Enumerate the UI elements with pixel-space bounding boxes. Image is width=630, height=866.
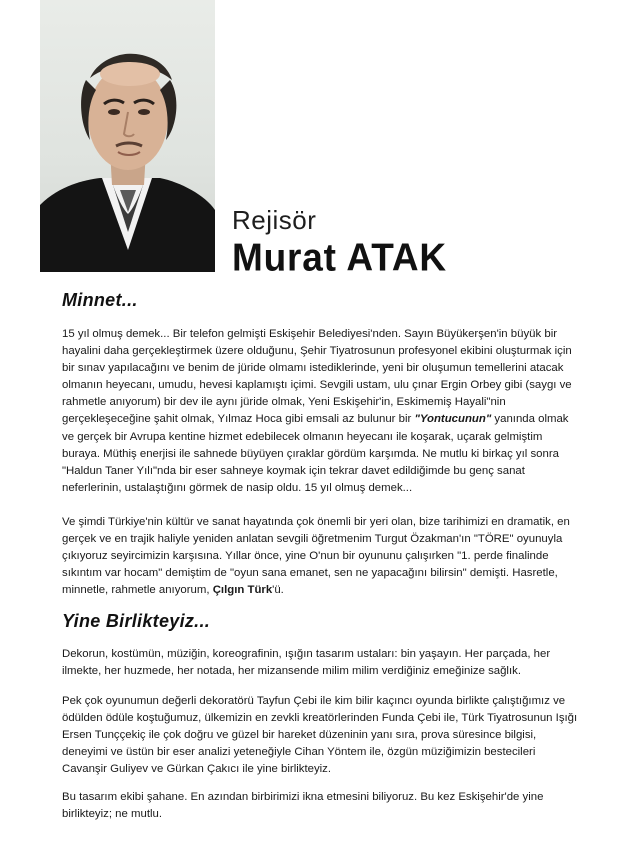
minnet-paragraph-1	[62, 326, 582, 497]
text-run: Ve şimdi Türkiye'nin kültür ve sanat hayatında çok önemli bir yeri olan, bize tarihimizi en dramatik, en gerçek ve en trajik haliyle yeniden anlatan sevgili öğretmenim Turgut Özakman'ın "TÖRE" oyunuyla çıkıyoruz seyircimizin karşısına. Yıllar önce, yine O'nun bir oyununu çalışırken "1. perde finalinde sıkıntım var hocam" demiştim de "oyun sana emanet, sen ne yapacağını bilirsin" demişti. Hasretle, minnetle, rahmetle anıyorum,	[62, 516, 570, 597]
text-run: yanında olmak ve gerçek bir Avrupa kentine hizmet edebilecek olmanın heyecanı ile koşarak, uçarak gelmiştim buraya. Müthiş enerjisi ile sahnede büyüyen çıraklar gördüm karşımda. Ne mutlu ki birkaç yıl sonra "Haldun Taner Yılı"nda bir eser sahneye koymak için tekrar davet edildiğimde bu genç sanat neferlerinin, ustalaştığını görmek de nasip oldu. 15 yıl olmuş demek...	[62, 413, 569, 494]
director-name: Murat ATAK	[232, 236, 447, 280]
text-run: 'ü.	[272, 584, 284, 597]
birlikte-paragraph-1	[62, 646, 582, 680]
minnet-paragraph-2	[62, 514, 582, 599]
birlikte-paragraph-2	[62, 693, 582, 778]
text-run: 15 yıl olmuş demek... Bir telefon gelmişti Eskişehir Belediyesi'nden. Sayın Büyükerşen'in büyük bir hayalini daha gerçekleştirmek üzere olduğunu, Şehir Tiyatrosunun profesyonel ekibini oluşturmak için bir sınav yapılacağını ve benim de jüride olmamı istediklerinde, yeni bir oluşumun temellerini atacak olmanın heyecanı, umudu, hevesi kaplamıştı içimi. Sevgili ustam, ulu çınar Ergin Orbey gibi (saygı ve rahmetle anıyorum) bir dev ile aynı jüride olmak, Yeni Eskişehir'in, Eskimemiş Hayali"nin gerçekleşeceğine şahit olmak, Yılmaz Hoca gibi emsali az bulunur bir	[62, 328, 572, 426]
emphasis-cilgin-turk: Çılgın Türk	[212, 584, 273, 597]
director-portrait	[40, 0, 215, 272]
text-run: Bu tasarım ekibi şahane. En azından birbirimizi ikna etmesini biliyoruz. Bu kez Eskişehir'de yine birlikteyiz; ne mutlu.	[62, 791, 544, 821]
emphasis-yontucu: "Yontucunun"	[414, 413, 492, 426]
section-heading-birlikte: Yine Birlikteyiz...	[62, 611, 211, 631]
text-run: Dekorun, kostümün, müziğin, koreografinin, ışığın tasarım ustaları: bin yaşayın. Her parçada, her ilmekte, her huzmede, her notada, her mizansende milim milim verdiğiniz emeğinize sağlık.	[62, 648, 551, 678]
portrait-illustration	[40, 0, 215, 272]
section-heading-minnet: Minnet...	[62, 290, 138, 310]
text-run: Pek çok oyunumun değerli dekoratörü Tayfun Çebi ile kim bilir kaçıncı oyunda birlikte çalıştığımız ve ödülden ödüle koştuğumuz, ülkemizin en zevkli kreatörlerinden Funda Çebi ile, Türk Tiyatrosunun Işığı Ersen Tunççekiç ile çok doğru ve güzel bir hareket düzeninin yanı sıra, prova süresince bilgisi, deneyimi ve üstün bir eser analizi yeteneğiyle Cihan Yöntem ile, özgün müziğimizin bestecileri Cavanşir Guliyev ve Gürkan Çakıcı ile yine birlikteyiz.	[62, 695, 578, 776]
director-role: Rejisör	[232, 205, 317, 235]
birlikte-paragraph-3	[62, 789, 582, 823]
